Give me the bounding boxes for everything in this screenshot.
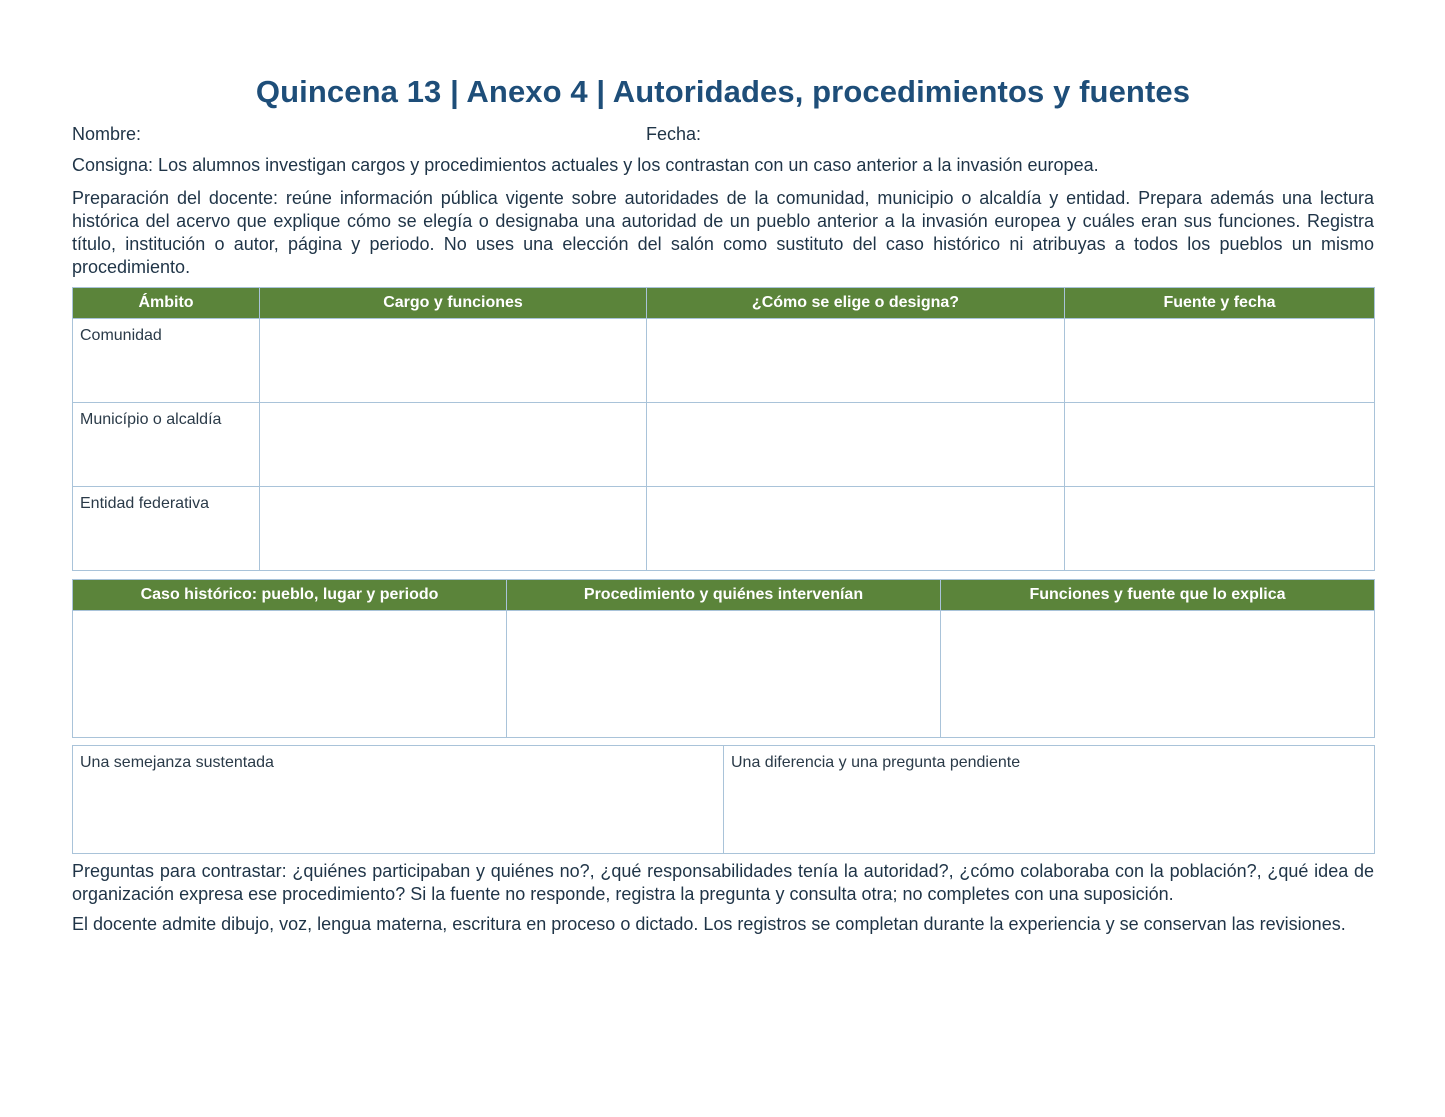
answer-cell[interactable] bbox=[941, 611, 1375, 738]
row-label-entidad: Entidad federativa bbox=[73, 487, 260, 571]
name-date-row bbox=[72, 123, 1374, 145]
table-row bbox=[73, 611, 1375, 738]
answer-cell[interactable] bbox=[647, 403, 1065, 487]
current-authorities-table bbox=[72, 287, 1375, 571]
answer-cell[interactable] bbox=[73, 611, 507, 738]
answer-cell[interactable] bbox=[647, 319, 1065, 403]
preparacion-text: Preparación del docente: reúne información pública vigente sobre autoridades de la comunidad, municipio o alcaldía y entidad. Prepara además una lectura histórica del acervo que explique cómo se elegía o designaba una autoridad de un pueblo anterior a la invasión europea y cuáles eran sus funciones. Registra título, institución o autor, página y periodo. No uses una elección del salón como sustituto del caso histórico ni atribuyas a todos los pueblos un mismo procedimiento. bbox=[72, 188, 1374, 277]
preguntas-text: Preguntas para contrastar: ¿quiénes participaban y quiénes no?, ¿qué responsabilidades tenía la autoridad?, ¿cómo colaboraba con la población?, ¿qué idea de organización expresa ese procedimiento? Si la fuente no responde, registra la pregunta y consulta otra; no completes con una suposición. bbox=[72, 861, 1374, 904]
comparison-table bbox=[72, 745, 1375, 854]
header-caso-historico: Caso histórico: pueblo, lugar y periodo bbox=[73, 580, 507, 611]
answer-cell[interactable] bbox=[647, 487, 1065, 571]
header-cargo: Cargo y funciones bbox=[260, 288, 647, 319]
table-row bbox=[73, 746, 1375, 854]
historic-case-table bbox=[72, 579, 1375, 738]
table-row bbox=[73, 319, 1375, 403]
worksheet-page bbox=[72, 0, 1374, 936]
header-funciones-fuente: Funciones y fuente que lo explica bbox=[941, 580, 1375, 611]
consigna-text: Consigna: Los alumnos investigan cargos y procedimientos actuales y los contrastan con un caso anterior a la invasión europea. bbox=[72, 155, 1099, 175]
table-row bbox=[73, 403, 1375, 487]
page-title: Quincena 13 | Anexo 4 | Autoridades, procedimientos y fuentes bbox=[255, 74, 1191, 109]
row-label-comunidad: Comunidad bbox=[73, 319, 260, 403]
header-ambito: Ámbito bbox=[73, 288, 260, 319]
header-fuente-fecha: Fuente y fecha bbox=[1065, 288, 1375, 319]
answer-cell[interactable] bbox=[260, 487, 647, 571]
table-header-row bbox=[73, 580, 1375, 611]
row-label-municipio: Município o alcaldía bbox=[73, 403, 260, 487]
table-row bbox=[73, 487, 1375, 571]
answer-cell[interactable] bbox=[507, 611, 941, 738]
fecha-label: Fecha: bbox=[646, 124, 702, 144]
answer-cell[interactable] bbox=[260, 319, 647, 403]
answer-cell[interactable] bbox=[1065, 319, 1375, 403]
answer-cell[interactable] bbox=[1065, 487, 1375, 571]
header-procedimiento: Procedimiento y quiénes intervenían bbox=[507, 580, 941, 611]
answer-cell[interactable] bbox=[1065, 403, 1375, 487]
answer-cell[interactable] bbox=[260, 403, 647, 487]
nombre-label: Nombre: bbox=[72, 124, 142, 144]
table-header-row bbox=[73, 288, 1375, 319]
cierre-text: El docente admite dibujo, voz, lengua materna, escritura en proceso o dictado. Los registros se completan durante la experiencia y se conservan las revisiones. bbox=[72, 914, 1346, 934]
header-como-se-elige: ¿Cómo se elige o designa? bbox=[647, 288, 1065, 319]
semejanza-cell[interactable]: Una semejanza sustentada bbox=[73, 746, 724, 854]
diferencia-cell[interactable]: Una diferencia y una pregunta pendiente bbox=[724, 746, 1375, 854]
